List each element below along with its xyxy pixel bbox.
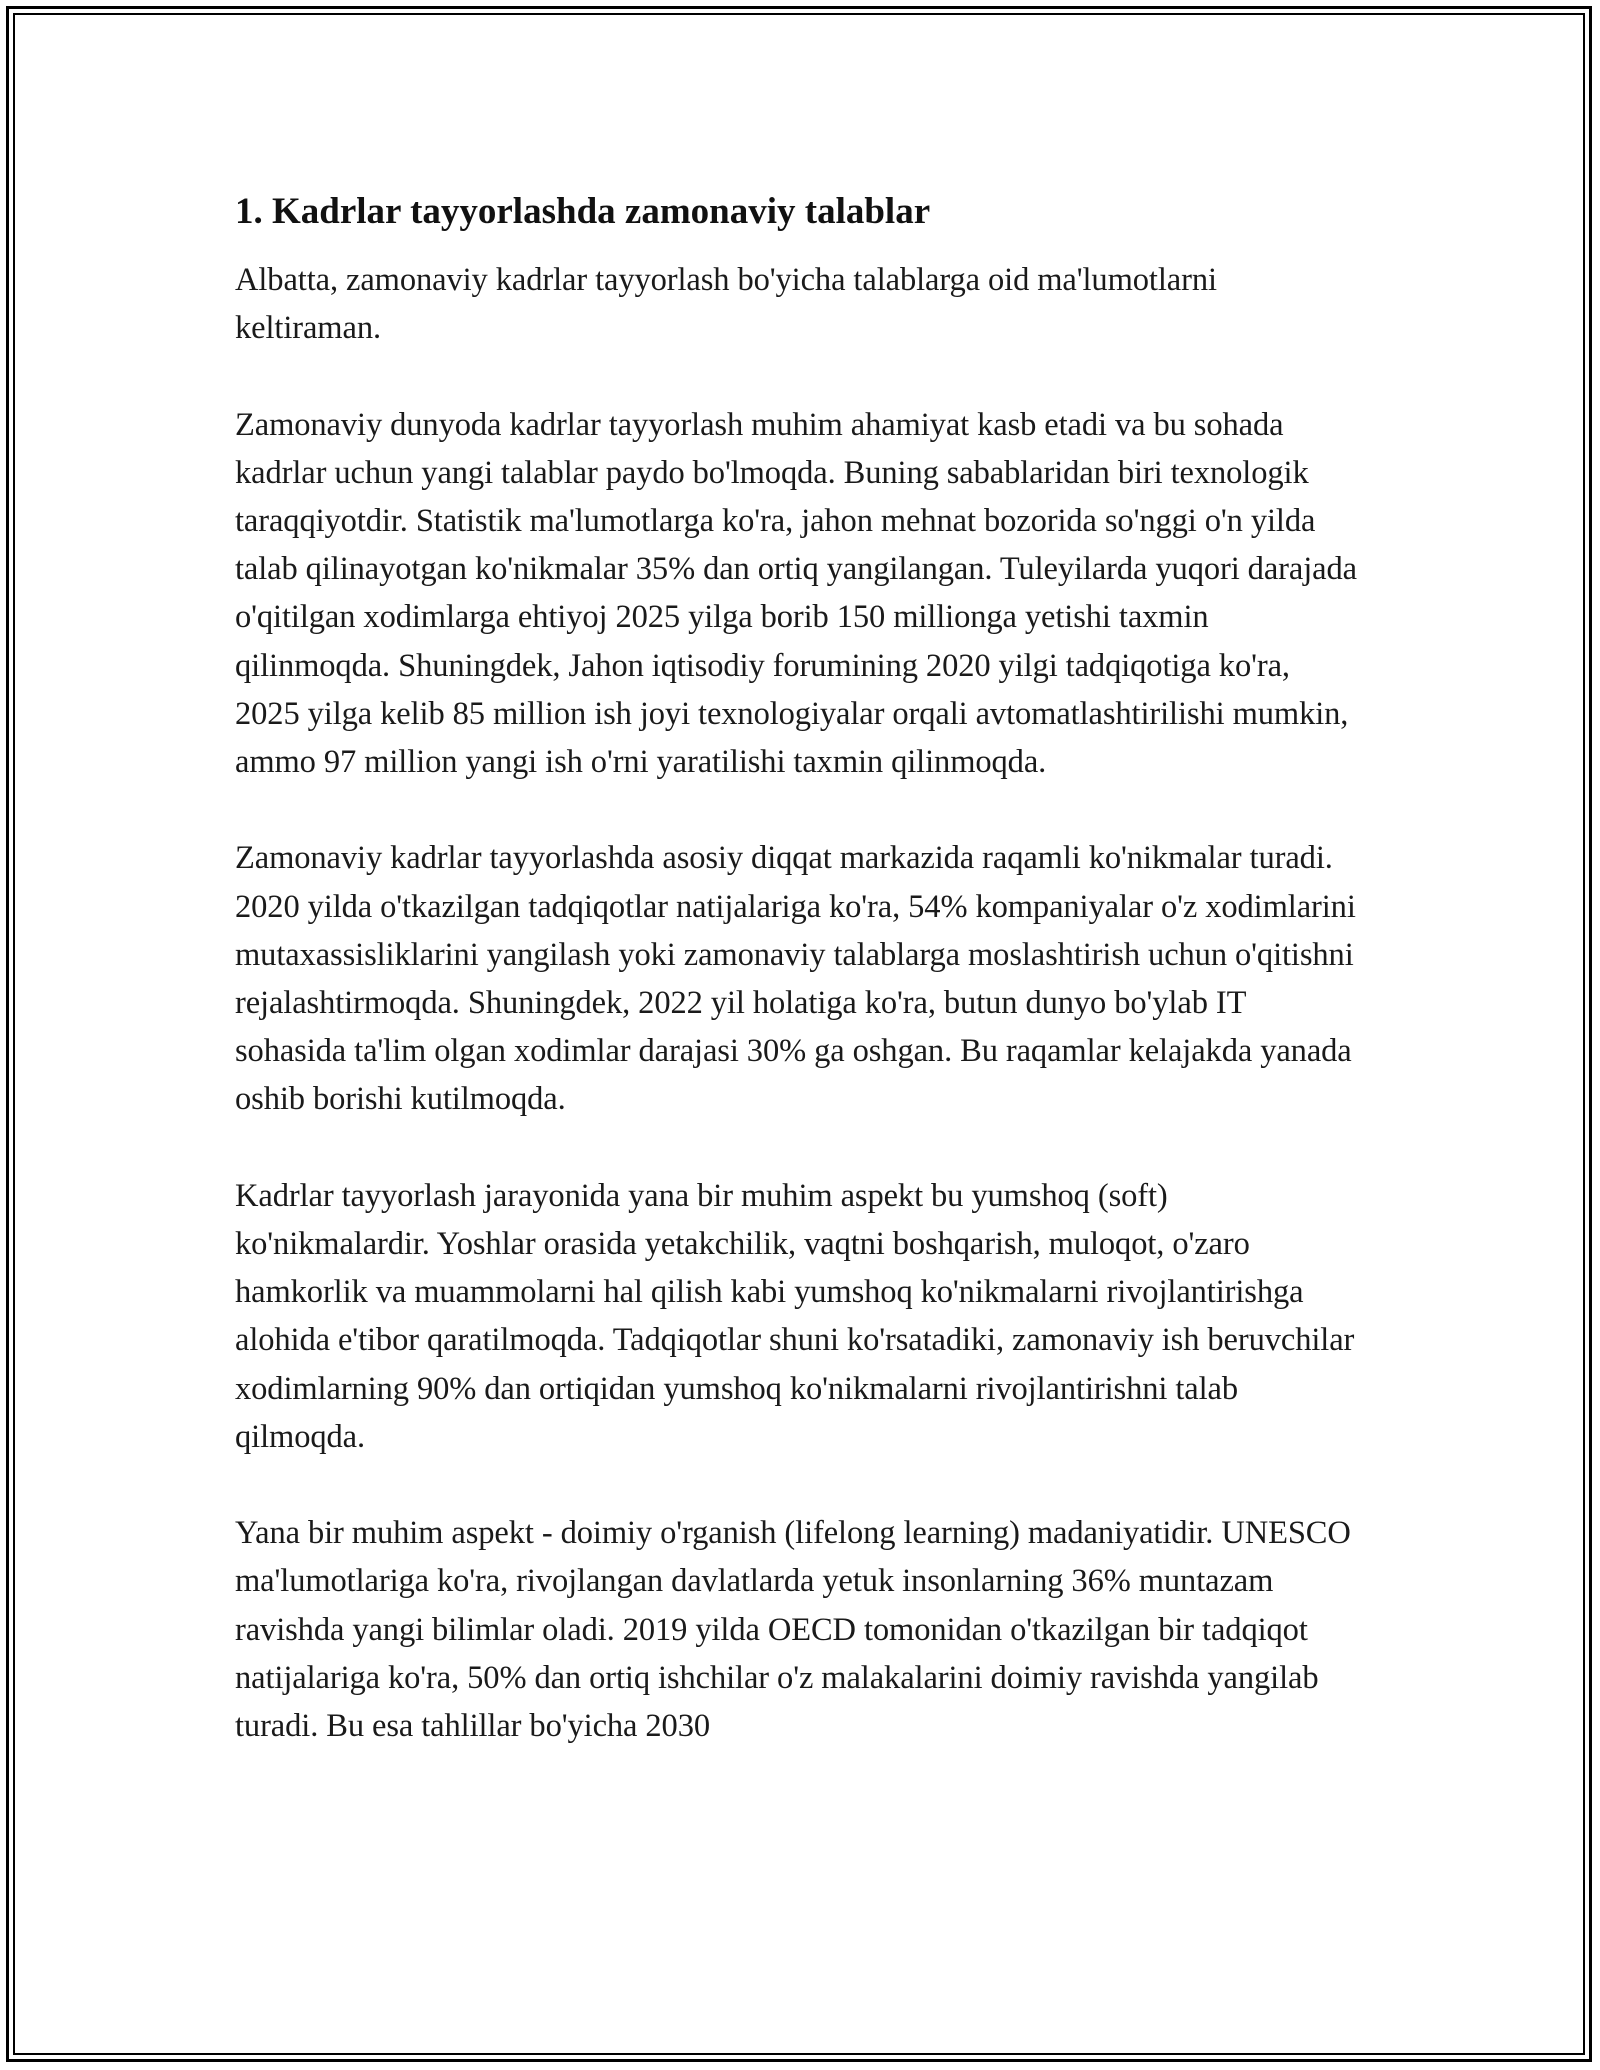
paragraph-lifelong-learning: Yana bir muhim aspekt - doimiy o'rganish (lifelong learning) madaniyatidir. UNESCO ma'lumotlariga ko'ra, rivojlangan davlatlarda yetuk insonlarning 36% muntazam ravishda yangi bilimlar oladi. 2019 yilda OECD tomonidan o'tkazilgan bir tadqiqot natijalariga ko'ra, 50% dan ortiq ishchilar o'z malakalarini doimiy ravishda yangilab turadi. Bu esa tahlillar bo'yicha 2030 <box>235 1515 1351 1745</box>
document-body <box>235 188 1360 1798</box>
paragraph-digital-skills: Zamonaviy kadrlar tayyorlashda asosiy diqqat markazida raqamli ko'nikmalar turadi. 2020 yilda o'tkazilgan tadqiqotlar natijalariga ko'ra, 54% kompaniyalar o'z xodimlarini mutaxassisliklarini yangilash yoki zamonaviy talablarga moslashtirish uchun o'qitishni rejalashtirmoqda. Shuningdek, 2022 yil holatiga ko'ra, butun dunyo bo'ylab IT sohasida ta'lim olgan xodimlar darajasi 30% ga oshgan. Bu raqamlar kelajakda yanada oshib borishi kutilmoqda. <box>235 840 1356 1118</box>
paragraph-intro: Albatta, zamonaviy kadrlar tayyorlash bo'yicha talablarga oid ma'lumotlarni keltiraman. <box>235 262 1217 347</box>
section-heading: 1. Kadrlar tayyorlashda zamonaviy talablar <box>235 191 931 232</box>
paragraph-soft-skills: Kadrlar tayyorlash jarayonida yana bir muhim aspekt bu yumshoq (soft) ko'nikmalardir. Yoshlar orasida yetakchilik, vaqtni boshqarish, muloqot, o'zaro hamkorlik va muammolarni hal qilish kabi yumshoq ko'nikmalarni rivojlantirishga alohida e'tibor qaratilmoqda. Tadqiqotlar shuni ko'rsatadiki, zamonaviy ish beruvchilar xodimlarning 90% dan ortiqidan yumshoq ko'nikmalarni rivojlantirishni talab qilmoqda. <box>235 1177 1355 1455</box>
paragraph-technology: Zamonaviy dunyoda kadrlar tayyorlash muhim ahamiyat kasb etadi va bu sohada kadrlar uchun yangi talablar paydo bo'lmoqda. Buning sabablaridan biri texnologik taraqqiyotdir. Statistik ma'lumotlarga ko'ra, jahon mehnat bozorida so'nggi o'n yilda talab qilinayotgan ko'nikmalar 35% dan ortiq yangilangan. Tuleyilarda yuqori darajada o'qitilgan xodimlarga ehtiyoj 2025 yilga borib 150 millionga yetishi taxmin qilinmoqda. Shuningdek, Jahon iqtisodiy forumining 2020 yilgi tadqiqotiga ko'ra, 2025 yilga kelib 85 million ish joyi texnologiyalar orqali avtomatlashtirilishi mumkin, ammo 97 million yangi ish o'rni yaratilishi taxmin qilinmoqda. <box>235 406 1357 781</box>
